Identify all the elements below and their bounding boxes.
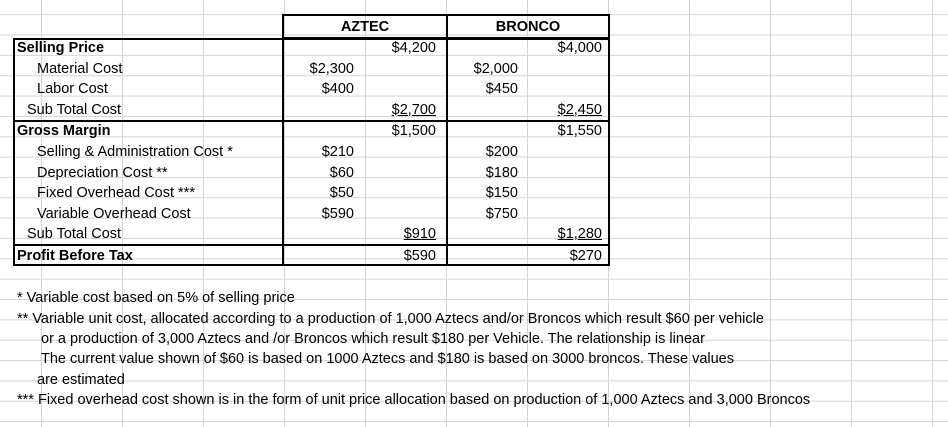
value-b2: $1,280 (557, 226, 602, 242)
value-a1: $400 (321, 81, 354, 97)
value-b1: $750 (485, 205, 518, 222)
value-a2: $4,200 (391, 40, 436, 56)
header-aztec: AZTEC (340, 19, 390, 35)
value-a2: $2,700 (391, 101, 436, 118)
value-a2 (366, 142, 436, 162)
value-b2 (530, 204, 602, 224)
value-a2: $910 (403, 226, 436, 242)
value-a1 (284, 38, 354, 58)
value-b1 (448, 38, 518, 58)
footnote-3: *** Fixed overhead cost shown is in the form of unit price allocation based on production of 1,000 Aztecs and 3,000 Broncos (17, 392, 811, 408)
value-b1 (448, 121, 518, 141)
value-a1: $590 (321, 205, 354, 222)
header-bronco: BRONCO (495, 19, 561, 35)
row-label: Selling & Administration Cost * (37, 144, 233, 160)
footnote-2-cont: or a production of 3,000 Aztecs and /or Broncos which result $180 per Vehicle. The relationship is linear (41, 331, 705, 347)
footnote-1: * Variable cost based on 5% of selling price (17, 290, 295, 306)
value-b1: $150 (485, 185, 518, 201)
row-label: Sub Total Cost (27, 226, 122, 242)
value-b1: $2,000 (473, 60, 518, 77)
row-label: Labor Cost (37, 81, 108, 97)
value-a2: $590 (403, 248, 436, 264)
footnote-2-cont2: The current value shown of $60 is based on 1000 Aztecs and $180 is based on 3000 broncos. These values (41, 351, 734, 367)
row-label: Sub Total Cost (27, 101, 122, 118)
value-a1 (284, 246, 354, 266)
column-divider-label (282, 14, 284, 266)
value-b1: $200 (485, 144, 518, 160)
value-b2 (530, 142, 602, 162)
value-b2 (530, 183, 602, 203)
value-a2 (366, 79, 436, 99)
value-b2: $270 (569, 248, 602, 264)
value-a2 (366, 204, 436, 224)
value-b2: $2,450 (557, 101, 602, 118)
value-a2 (366, 163, 436, 183)
footnote-2: ** Variable unit cost, allocated according to a production of 1,000 Aztecs and/or Broncos which result $60 per vehicle (17, 310, 764, 327)
value-a2 (366, 183, 436, 203)
value-b2: $4,000 (557, 40, 602, 56)
value-a1 (284, 224, 354, 244)
row-label: Depreciation Cost ** (37, 164, 168, 181)
value-a1: $60 (329, 164, 354, 181)
row-label: Profit Before Tax (17, 248, 133, 264)
row-label: Fixed Overhead Cost *** (37, 185, 195, 201)
value-b2 (530, 59, 602, 79)
value-b1 (448, 246, 518, 266)
footnote-2-cont3: are estimated (37, 372, 125, 388)
value-b1 (448, 100, 518, 120)
value-a1: $50 (329, 185, 354, 201)
value-b1 (448, 224, 518, 244)
row-label: Material Cost (37, 60, 123, 77)
value-a2 (366, 59, 436, 79)
value-a1: $210 (321, 144, 354, 160)
row-label: Gross Margin (17, 123, 111, 139)
value-a1: $2,300 (309, 60, 354, 77)
value-b1: $180 (485, 164, 518, 181)
value-a1 (284, 121, 354, 141)
row-label: Selling Price (17, 40, 105, 56)
row-label: Variable Overhead Cost (37, 205, 191, 222)
value-a1 (284, 100, 354, 120)
value-b1: $450 (485, 81, 518, 97)
value-b2 (530, 79, 602, 99)
column-divider-aztec (446, 14, 448, 266)
value-a2: $1,500 (391, 123, 436, 139)
value-b2 (530, 163, 602, 183)
value-b2: $1,550 (557, 123, 602, 139)
